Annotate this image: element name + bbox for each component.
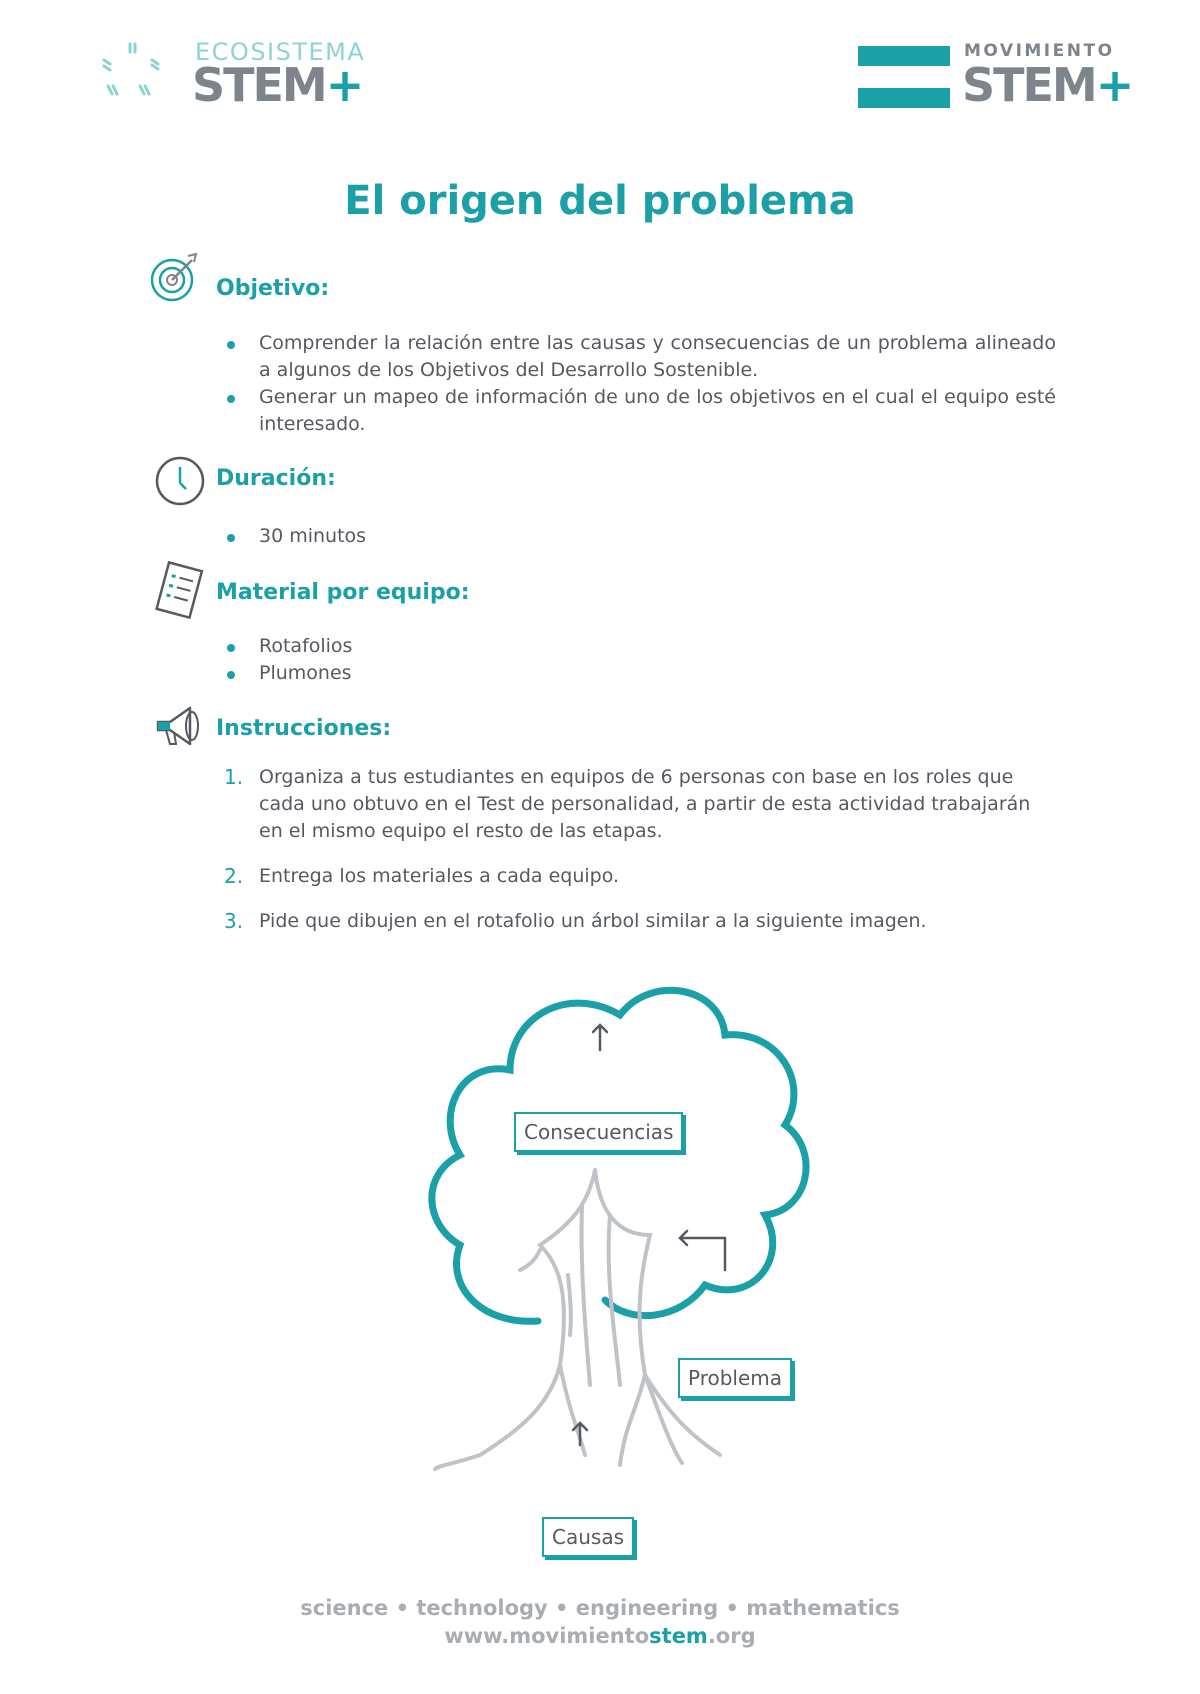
sunburst-icon	[100, 38, 190, 118]
list-item: Rotafolios	[224, 633, 1056, 660]
stem-logo-text: STEM+	[962, 58, 1133, 112]
list-item: Generar un mapeo de información de uno de los objetivos en el cual el equipo esté interesado.	[224, 384, 1056, 438]
list-item	[224, 908, 1056, 935]
logo-bar-top	[858, 46, 950, 66]
label-consecuencias: Consecuencias	[514, 1112, 683, 1152]
megaphone-icon	[152, 700, 208, 754]
label-problema: Problema	[678, 1358, 792, 1398]
list-number: 1.	[224, 765, 244, 789]
logo-bar-bottom	[858, 88, 950, 108]
list-item: Plumones	[224, 660, 1056, 687]
clock-icon	[154, 454, 208, 508]
movimiento-label: MOVIMIENTO	[964, 41, 1115, 61]
list-item	[224, 764, 1056, 845]
list-text: Organiza a tus estudiantes en equipos de 6 personas con base en los roles que cada uno obtuvo en el Test de personalidad, a partir de esta actividad trabajarán en el mismo equipo el resto de las etapas.	[259, 766, 1031, 842]
instrucciones-list	[224, 764, 1056, 953]
checklist-icon	[150, 560, 208, 622]
list-text: Pide que dibujen en el rotafolio un árbol similar a la siguiente imagen.	[259, 910, 927, 932]
duracion-heading: Duración:	[216, 466, 336, 491]
footer-disciplines: science • technology • engineering • mathematics	[300, 1596, 900, 1620]
material-list	[224, 633, 1056, 687]
label-causas: Causas	[542, 1517, 634, 1557]
ecosistema-stem-logo	[100, 38, 366, 118]
tree-crown	[432, 990, 806, 1321]
list-number: 2.	[224, 864, 244, 888]
list-item	[224, 863, 1056, 890]
movimiento-stem-logo	[858, 38, 1133, 118]
duracion-list	[224, 523, 1056, 550]
objetivo-list	[224, 330, 1056, 438]
footer-website[interactable]: www.movimientostem.org	[444, 1624, 756, 1648]
problem-tree-illustration	[420, 985, 820, 1545]
page-title: El origen del problema	[344, 178, 856, 224]
list-item: Comprender la relación entre las causas y consecuencias de un problema alineado a algunos de los Objetivos del Desarrollo Sostenible.	[224, 330, 1056, 384]
objetivo-heading: Objetivo:	[216, 276, 330, 301]
ecosistema-label: ECOSISTEMA	[195, 38, 366, 66]
list-text: Entrega los materiales a cada equipo.	[259, 865, 620, 887]
list-number: 3.	[224, 909, 244, 933]
instrucciones-heading: Instrucciones:	[216, 716, 392, 741]
target-icon	[146, 250, 202, 306]
stem-logo-text: STEM+	[192, 58, 363, 112]
material-heading: Material por equipo:	[216, 580, 470, 605]
list-item: 30 minutos	[224, 523, 1056, 550]
